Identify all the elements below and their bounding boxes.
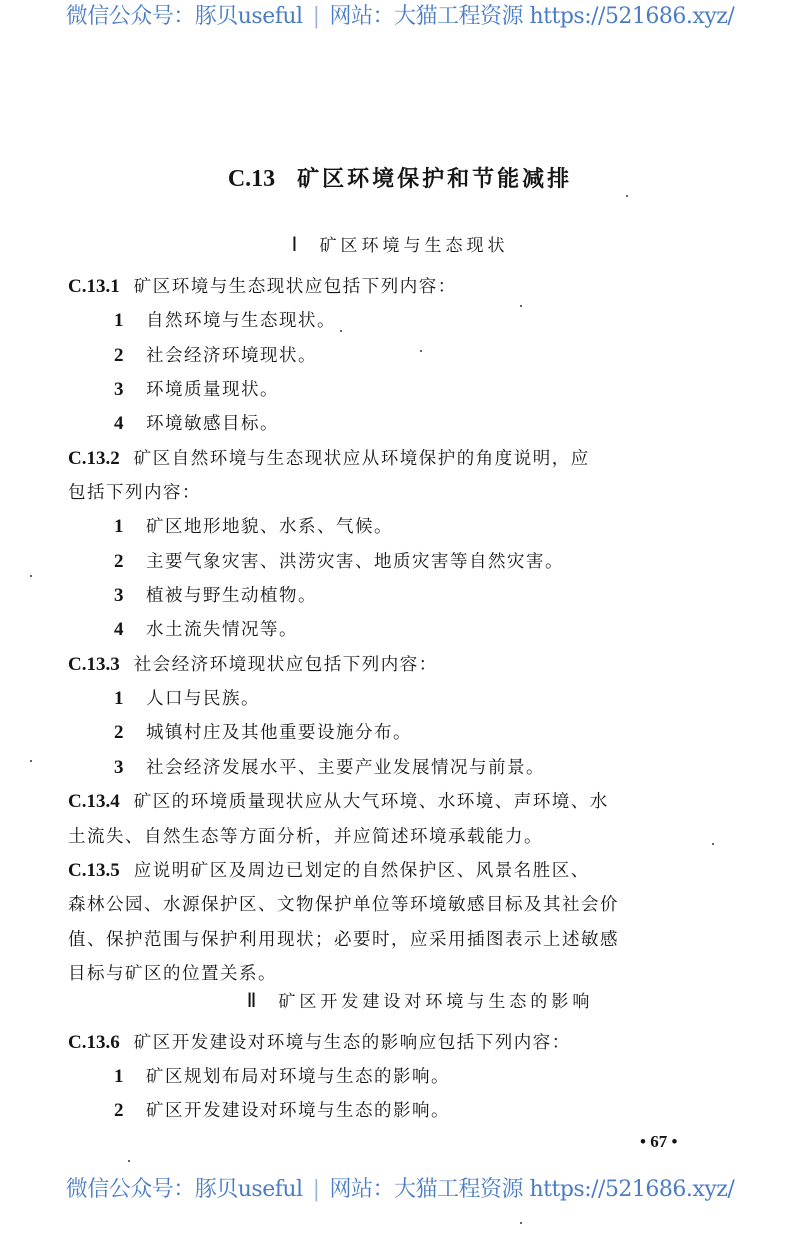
list-item: [68, 1060, 728, 1094]
item-number: 4: [114, 619, 124, 641]
clause-continuation: 土流失、自然生态等方面分析，并应简述环境承载能力。: [68, 826, 543, 847]
item-number: 1: [114, 1065, 124, 1087]
item-number: 2: [114, 344, 124, 366]
item-text: 矿区地形地貌、水系、气候。: [146, 517, 393, 538]
item-text: 自然环境与生态现状。: [146, 311, 336, 332]
clause-text: 矿区的环境质量现状应从大气环境、水环境、声环境、水: [133, 792, 609, 813]
scan-speck: [520, 305, 522, 307]
clause-number: C.13.3: [68, 653, 120, 675]
page-title: [0, 162, 800, 193]
watermark-right-text: 网站：大猫工程资源 https://521686.xyz/: [329, 1177, 735, 1202]
section-text: 矿区环境与生态现状: [319, 236, 509, 256]
clause-text: 应说明矿区及周边已划定的自然保护区、风景名胜区、: [133, 860, 590, 881]
list-item: [68, 304, 728, 338]
item-text: 水土流失情况等。: [146, 620, 298, 641]
scan-speck: [712, 843, 714, 845]
item-number: 1: [114, 688, 124, 710]
item-number: 4: [114, 413, 124, 435]
clause-number: C.13.5: [68, 859, 120, 881]
clause-number: C.13.4: [68, 791, 120, 813]
watermark-left-text: 微信公众号：豚贝useful: [65, 1177, 303, 1202]
watermark-bottom: [0, 1175, 800, 1205]
item-number: 1: [114, 310, 124, 332]
item-text: 环境质量现状。: [146, 380, 279, 401]
item-text: 矿区规划布局对环境与生态的影响。: [146, 1066, 450, 1087]
item-number: 2: [114, 1100, 124, 1122]
clause-text: 矿区开发建设对环境与生态的影响应包括下列内容：: [133, 1032, 571, 1053]
clause-number: C.13.6: [68, 1031, 120, 1053]
watermark-left-text: 微信公众号：豚贝useful: [65, 4, 303, 29]
section-heading-1: [0, 231, 800, 257]
list-item: [68, 716, 728, 750]
item-text: 社会经济环境现状。: [146, 345, 317, 366]
title-number: C.13: [227, 166, 276, 192]
watermark-separator: |: [312, 1177, 320, 1202]
clause-text: 社会经济环境现状应包括下列内容：: [133, 654, 438, 675]
scan-speck: [420, 350, 422, 352]
section-roman: Ⅰ: [291, 234, 298, 256]
item-number: 3: [114, 585, 124, 607]
clause-c13-1: [68, 270, 728, 304]
list-item: [68, 510, 728, 544]
item-number: 1: [114, 516, 124, 538]
list-item: [68, 373, 728, 407]
scan-speck: [626, 195, 628, 197]
list-item: [68, 613, 728, 647]
list-item: [68, 545, 728, 579]
clause-number: C.13.2: [68, 447, 120, 469]
list-item: [68, 751, 728, 785]
item-text: 主要气象灾害、洪涝灾害、地质灾害等自然灾害。: [146, 551, 564, 572]
section-text: 矿区开发建设对环境与生态的影响: [278, 992, 594, 1012]
clause-c13-2: [68, 442, 728, 476]
clause-continuation: 包括下列内容：: [68, 483, 201, 504]
item-text: 人口与民族。: [146, 689, 260, 710]
watermark-right-text: 网站：大猫工程资源 https://521686.xyz/: [329, 4, 735, 29]
item-text: 城镇村庄及其他重要设施分布。: [146, 723, 412, 744]
scan-speck: [340, 330, 342, 332]
section-heading-2: [20, 987, 800, 1013]
clause-text: 矿区环境与生态现状应包括下列内容：: [133, 277, 457, 297]
item-text: 社会经济发展水平、主要产业发展情况与前景。: [146, 757, 545, 778]
item-text: 环境敏感目标。: [146, 414, 279, 435]
page-number: • 67 •: [640, 1132, 678, 1151]
scan-speck: [520, 1222, 522, 1224]
list-item: [68, 579, 728, 613]
scan-speck: [30, 760, 32, 762]
watermark-top: [0, 2, 800, 32]
item-number: 2: [114, 550, 124, 572]
clause-continuation: 目标与矿区的位置关系。: [68, 963, 277, 984]
item-number: 3: [114, 379, 124, 401]
title-text: 矿区环境保护和节能减排: [297, 166, 573, 192]
item-number: 2: [114, 722, 124, 744]
clause-c13-3: [68, 648, 728, 682]
scan-speck: [30, 575, 32, 577]
clause-text: 矿区自然环境与生态现状应从环境保护的角度说明，应: [133, 448, 590, 469]
list-item: [68, 407, 728, 441]
list-item: [68, 682, 728, 716]
item-text: 矿区开发建设对环境与生态的影响。: [146, 1101, 450, 1122]
section-roman: Ⅱ: [246, 990, 257, 1012]
clause-continuation: 森林公园、水源保护区、文物保护单位等环境敏感目标及其社会价: [68, 895, 619, 916]
clause-c13-5: [68, 854, 728, 888]
clause-c13-6: [68, 1026, 728, 1060]
clause-number: C.13.1: [68, 276, 120, 297]
list-item: [68, 1094, 728, 1128]
clause-continuation: 值、保护范围与保护利用现状；必要时，应采用插图表示上述敏感: [68, 929, 619, 950]
item-number: 3: [114, 756, 124, 778]
item-text: 植被与野生动植物。: [146, 586, 317, 607]
watermark-separator: |: [312, 4, 320, 29]
clause-c13-4: [68, 785, 728, 819]
list-item: [68, 339, 728, 373]
scan-speck: [128, 1160, 130, 1162]
